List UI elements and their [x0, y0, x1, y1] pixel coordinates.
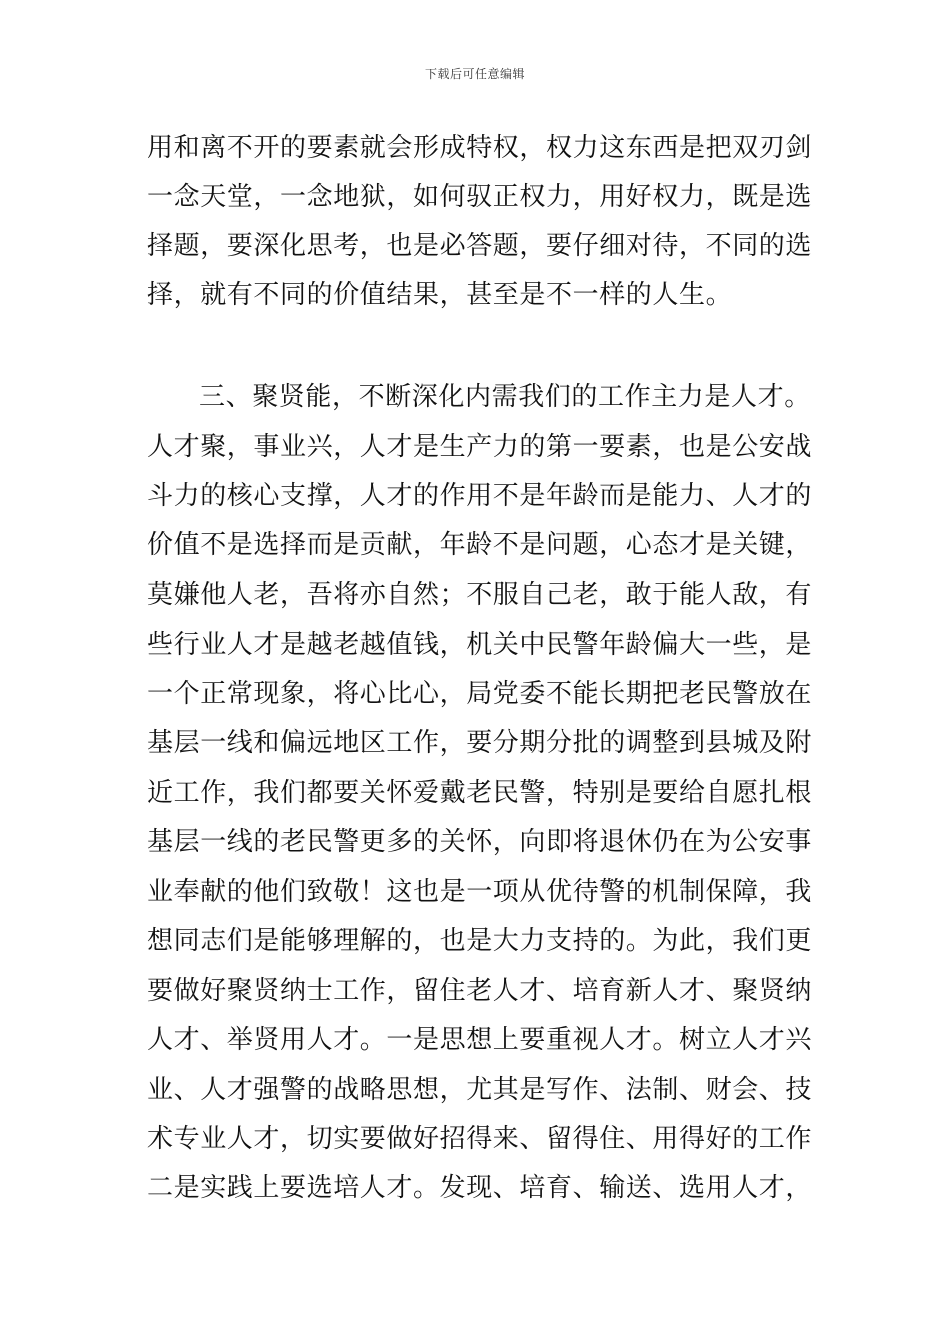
text-line: 莫嫌他人老，吾将亦自然；不服自己老，敢于能人敌，有 [147, 580, 813, 610]
text-line: 择，就有不同的价值结果，甚至是不一样的人生。 [147, 280, 733, 310]
text-line: 业、人才强警的战略思想，尤其是写作、法制、财会、技 [147, 1075, 813, 1105]
text-line: 基层一线和偏远地区工作，要分期分批的调整到县城及附 [147, 728, 813, 758]
text-line: 人才聚，事业兴，人才是生产力的第一要素，也是公安战 [147, 432, 813, 462]
text-line: 近工作，我们都要关怀爱戴老民警，特别是要给自愿扎根 [147, 778, 813, 808]
text-line: 想同志们是能够理解的，也是大力支持的。为此，我们更 [147, 926, 813, 956]
text-line: 一念天堂，一念地狱，如何驭正权力，用好权力，既是选 [147, 182, 813, 212]
text-line: 基层一线的老民警更多的关怀，向即将退休仍在为公安事 [147, 827, 813, 857]
text-line: 术专业人才，切实要做好招得来、留得住、用得好的工作 [147, 1124, 813, 1154]
text-line: 要做好聚贤纳士工作，留住老人才、培育新人才、聚贤纳 [147, 976, 813, 1006]
text-line: 业奉献的他们致敬！这也是一项从优待警的机制保障，我 [147, 877, 813, 907]
text-line: 一个正常现象，将心比心，局党委不能长期把老民警放在 [147, 679, 813, 709]
text-line: 择题，要深化思考，也是必答题，要仔细对待，不同的选 [147, 231, 813, 261]
text-line: 斗力的核心支撑，人才的作用不是年龄而是能力、人才的 [147, 481, 813, 511]
page-header: 下载后可任意编辑 [424, 67, 525, 81]
text-line: 三、聚贤能，不断深化内需我们的工作主力是人才。 [199, 382, 811, 412]
text-line: 人才、举贤用人才。一是思想上要重视人才。树立人才兴 [147, 1025, 813, 1055]
text-line: 用和离不开的要素就会形成特权，权力这东西是把双刃剑 [147, 133, 813, 163]
text-line: 二是实践上要选培人才。发现、培育、输送、选用人才， [147, 1173, 813, 1203]
text-line: 价值不是选择而是贡献，年龄不是问题，心态才是关键， [147, 530, 813, 560]
text-line: 些行业人才是越老越值钱，机关中民警年龄偏大一些，是 [147, 630, 813, 660]
